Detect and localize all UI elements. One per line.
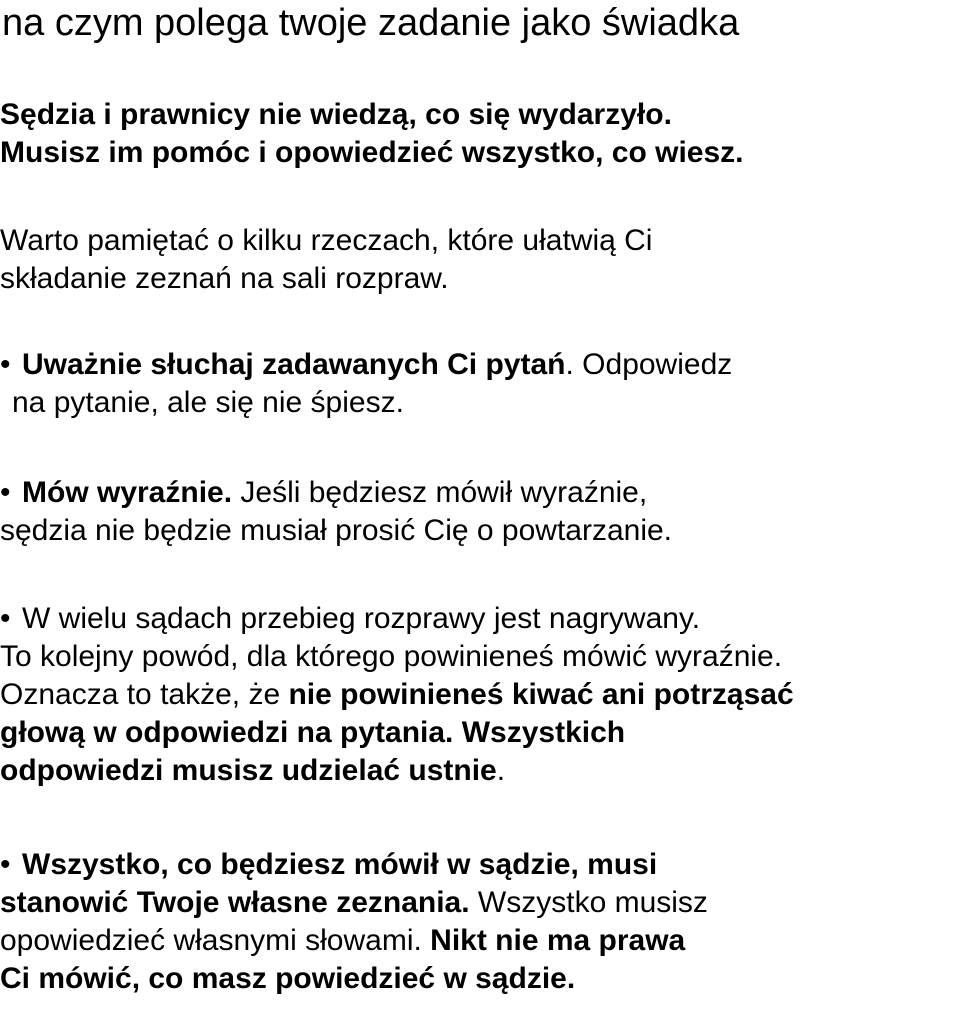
item4-line-3-plain: opowiedzieć własnymi słowami. [0,924,431,957]
bullet-icon: • [0,602,11,635]
list-item-speak-clearly [0,474,672,550]
item2-line-2: sędzia nie będzie musiał prosić Cię o powtarzanie. [0,514,673,547]
item3-line-3-bold: nie powinieneś kiwać ani potrząsać [288,678,794,711]
item2-rest: Jeśli będziesz mówił wyraźnie, [232,476,648,509]
list-item-listen [0,346,732,422]
item4-line-3-bold: Nikt nie ma prawa [430,924,686,957]
item4-line-2-plain: Wszystko musisz [469,886,708,919]
bullet-icon: • [0,848,11,881]
item2-bold: Mów wyraźnie. [22,476,233,509]
list-item-recorded [0,600,794,790]
note-paragraph [0,222,652,298]
item3-line-1: W wielu sądach przebieg rozprawy jest nagrywany. [22,602,701,635]
bullet-icon: • [0,476,11,509]
item3-line-5-bold: odpowiedzi musisz udzielać ustnie [0,754,497,787]
list-item-own-testimony [0,846,708,998]
intro-paragraph [0,96,744,172]
item1-rest: . Odpowiedz [565,348,733,381]
page-title: na czym polega twoje zadanie jako świadka [2,2,740,44]
item1-bold: Uważnie słuchaj zadawanych Ci pytań [22,348,566,381]
item3-line-5-plain: . [496,754,506,787]
note-line-2: składanie zeznań na sali rozpraw. [0,262,449,295]
item3-line-3-plain: Oznacza to także, że [0,678,289,711]
note-line-1: Warto pamiętać o kilku rzeczach, które ułatwią Ci [0,224,653,257]
item3-line-2: To kolejny powód, dla którego powinieneś mówić wyraźnie. [0,640,783,673]
item4-line-2-bold: stanowić Twoje własne zeznania. [0,886,470,919]
intro-line-2: Musisz im pomóc i opowiedzieć wszystko, co wiesz. [0,136,744,169]
item4-line-1: Wszystko, co będziesz mówił w sądzie, musi [22,848,658,881]
bullet-icon: • [0,348,11,381]
item1-line-2: na pytanie, ale się nie śpiesz. [12,386,404,419]
item4-line-4: Ci mówić, co masz powiedzieć w sądzie. [0,962,576,995]
item3-line-4: głową w odpowiedzi na pytania. Wszystkich [0,716,626,749]
intro-line-1: Sędzia i prawnicy nie wiedzą, co się wydarzyło. [0,98,672,131]
